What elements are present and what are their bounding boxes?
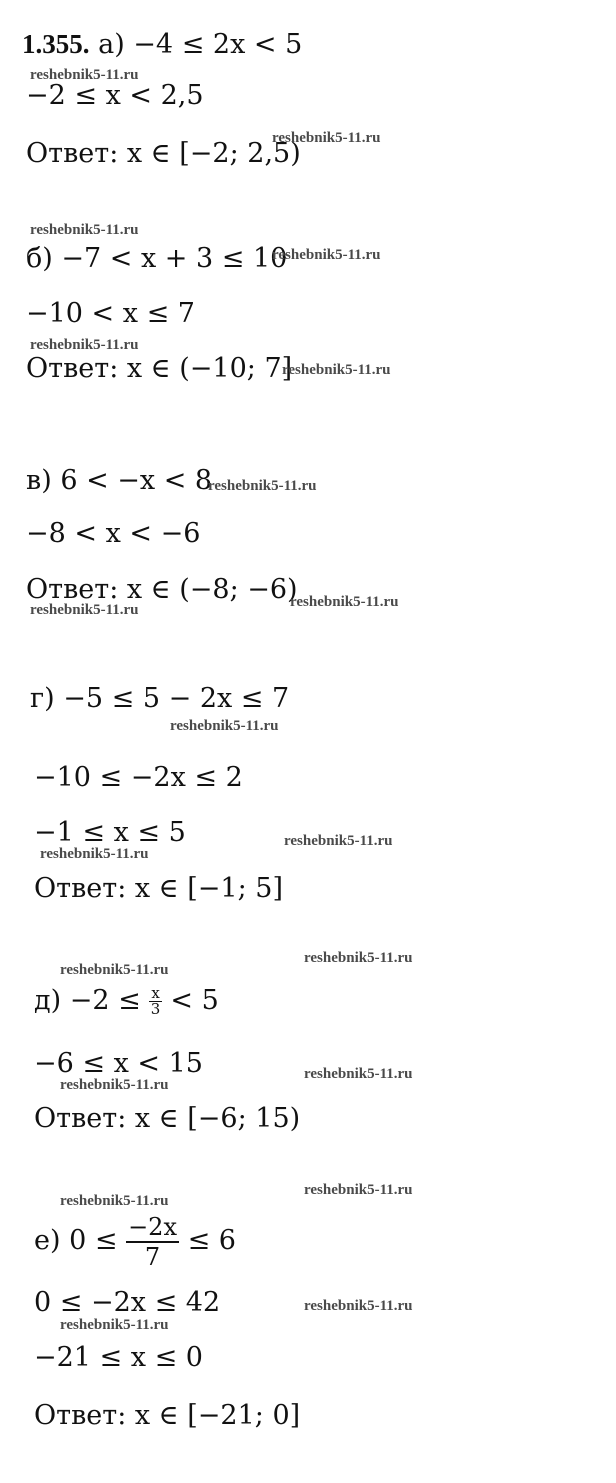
problem-b-step: −10 < x ≤ 7 — [26, 298, 195, 329]
watermark: reshebnik5-11.ru — [40, 846, 149, 862]
problem-v-answer: Ответ: x ∈ (−8; −6) — [26, 574, 298, 605]
problem-d-answer: Ответ: x ∈ [−6; 15) — [34, 1103, 301, 1134]
problem-b-answer: Ответ: x ∈ (−10; 7] — [26, 353, 293, 384]
problem-d-statement — [34, 982, 219, 1020]
problem-d-step: −6 ≤ x < 15 — [34, 1048, 203, 1079]
problem-g-statement: г) −5 ≤ 5 − 2x ≤ 7 — [30, 683, 290, 714]
problem-e-step-2: −21 ≤ x ≤ 0 — [34, 1342, 203, 1373]
problem-a-answer: Ответ: x ∈ [−2; 2,5) — [26, 138, 301, 169]
watermark: reshebnik5-11.ru — [208, 478, 317, 494]
problem-d-fraction-denominator: 3 — [150, 1000, 161, 1018]
problem-e-fraction-denominator: 7 — [144, 1242, 161, 1271]
watermark: reshebnik5-11.ru — [284, 833, 393, 849]
watermark: reshebnik5-11.ru — [304, 1182, 413, 1198]
problem-b-statement: б) −7 < x + 3 ≤ 10 — [26, 243, 288, 274]
watermark: reshebnik5-11.ru — [60, 1193, 169, 1209]
watermark: reshebnik5-11.ru — [304, 950, 413, 966]
watermark: reshebnik5-11.ru — [282, 362, 391, 378]
problem-d-prefix: д) −2 ≤ — [34, 985, 150, 1016]
watermark: reshebnik5-11.ru — [30, 67, 139, 83]
problem-v-statement: в) 6 < −x < 8 — [26, 465, 213, 496]
problem-d-fraction — [149, 986, 161, 1017]
problem-number: 1.355. — [22, 29, 90, 59]
watermark: reshebnik5-11.ru — [60, 1077, 169, 1093]
problem-g-answer: Ответ: x ∈ [−1; 5] — [34, 873, 283, 904]
watermark: reshebnik5-11.ru — [272, 130, 381, 146]
problem-e-suffix: ≤ 6 — [178, 1225, 236, 1256]
problem-e-step-1: 0 ≤ −2x ≤ 42 — [34, 1287, 221, 1318]
watermark: reshebnik5-11.ru — [290, 594, 399, 610]
watermark: reshebnik5-11.ru — [30, 602, 139, 618]
problem-e-fraction-numerator: −2x — [128, 1212, 177, 1241]
problem-e-statement — [34, 1212, 236, 1270]
problem-a-statement — [22, 28, 302, 61]
problem-e-prefix: е) 0 ≤ — [34, 1225, 127, 1256]
watermark: reshebnik5-11.ru — [30, 222, 139, 238]
problem-e-fraction — [126, 1212, 179, 1271]
problem-g-step-2: −1 ≤ x ≤ 5 — [34, 817, 186, 848]
watermark: reshebnik5-11.ru — [60, 962, 169, 978]
problem-v-step: −8 < x < −6 — [26, 518, 201, 549]
watermark: reshebnik5-11.ru — [60, 1317, 169, 1333]
watermark: reshebnik5-11.ru — [304, 1298, 413, 1314]
watermark: reshebnik5-11.ru — [304, 1066, 413, 1082]
watermark: reshebnik5-11.ru — [30, 337, 139, 353]
problem-g-step-1: −10 ≤ −2x ≤ 2 — [34, 762, 243, 793]
problem-a-step: −2 ≤ x < 2,5 — [26, 80, 204, 111]
problem-e-answer: Ответ: x ∈ [−21; 0] — [34, 1400, 301, 1431]
watermark: reshebnik5-11.ru — [272, 247, 381, 263]
problem-a-statement-text: а) −4 ≤ 2x < 5 — [98, 29, 303, 60]
watermark: reshebnik5-11.ru — [170, 718, 279, 734]
problem-d-suffix: < 5 — [161, 985, 219, 1016]
problem-d-fraction-numerator: x — [151, 984, 160, 1002]
